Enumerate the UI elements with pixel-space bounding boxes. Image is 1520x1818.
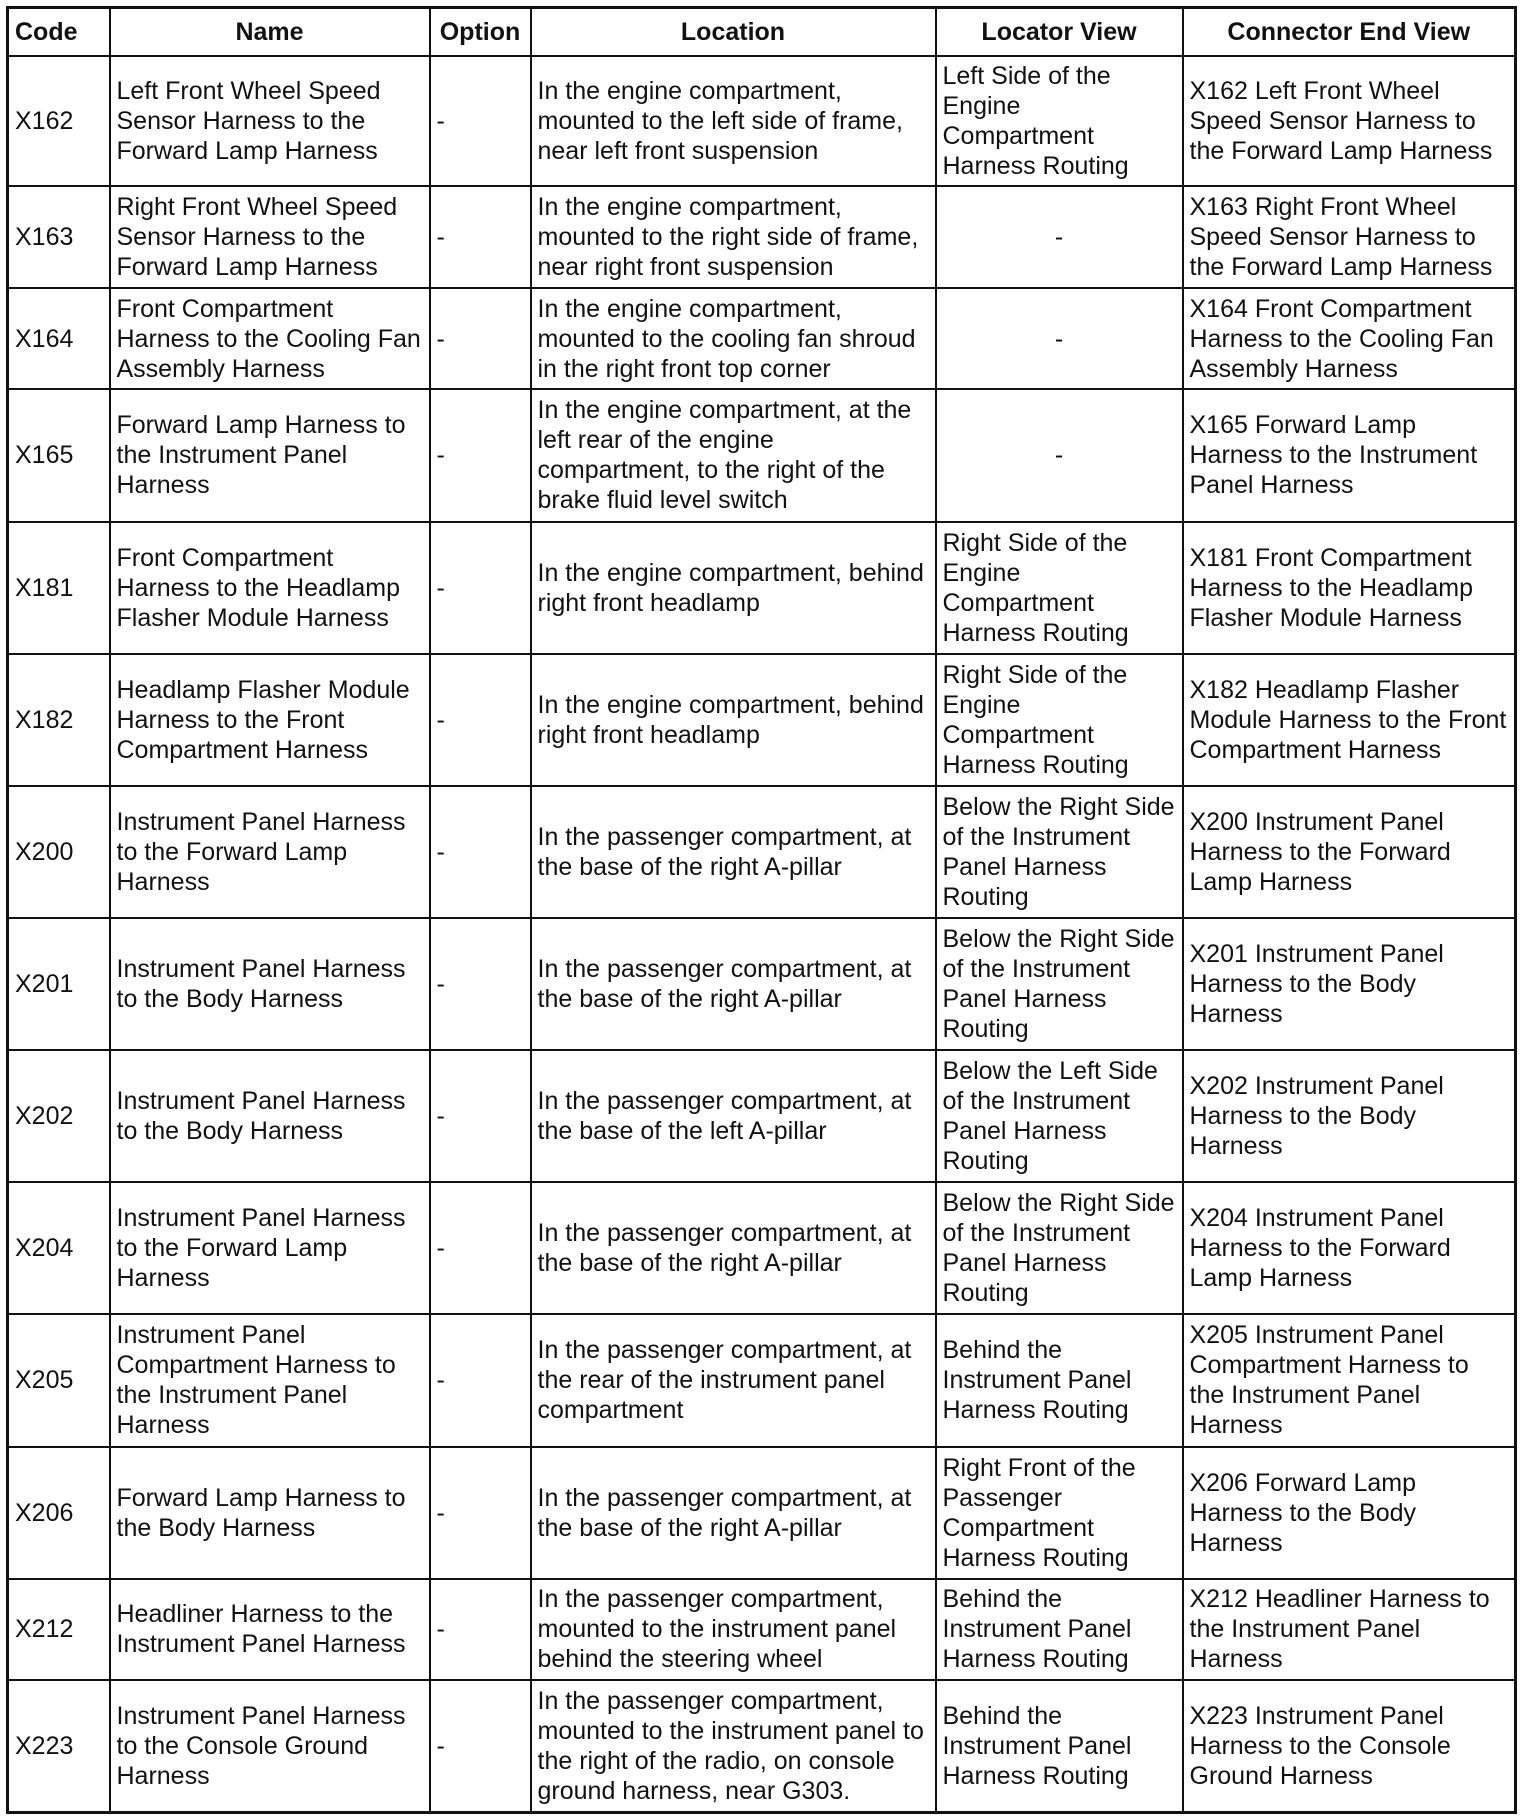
row-location: In the engine compartment, mounted to the cooling fan shroud in the right front top corner [531,288,936,390]
row-connector-end-view: X212 Headliner Harness to the Instrument Panel Harness [1183,1579,1516,1681]
table-row [8,1182,1516,1314]
row-connector-end-view: X204 Instrument Panel Harness to the Forward Lamp Harness [1183,1182,1516,1314]
row-connector-end-view: X182 Headlamp Flasher Module Harness to the Front Compartment Harness [1183,654,1516,786]
table-row [8,522,1516,654]
table-body [8,56,1516,1813]
row-connector-end-view: X200 Instrument Panel Harness to the Forward Lamp Harness [1183,786,1516,918]
row-name: Front Compartment Harness to the Cooling Fan Assembly Harness [110,288,430,390]
row-name: Right Front Wheel Speed Sensor Harness to the Forward Lamp Harness [110,186,430,288]
row-code: X162 [8,56,110,186]
row-location: In the engine compartment, behind right front headlamp [531,654,936,786]
row-connector-end-view: X162 Left Front Wheel Speed Sensor Harness to the Forward Lamp Harness [1183,56,1516,186]
row-location: In the engine compartment, behind right front headlamp [531,522,936,654]
row-locator-view: Below the Right Side of the Instrument Panel Harness Routing [936,918,1183,1050]
row-location: In the engine compartment, mounted to the left side of frame, near left front suspension [531,56,936,186]
row-option: - [430,786,531,918]
table-row [8,1579,1516,1681]
row-code: X182 [8,654,110,786]
row-locator-view: - [936,389,1183,521]
row-option: - [430,1182,531,1314]
row-location: In the engine compartment, mounted to the right side of frame, near right front suspension [531,186,936,288]
row-connector-end-view: X205 Instrument Panel Compartment Harness to the Instrument Panel Harness [1183,1314,1516,1446]
row-code: X212 [8,1579,110,1681]
row-locator-view: Right Front of the Passenger Compartment Harness Routing [936,1447,1183,1579]
row-option: - [430,1680,531,1812]
row-code: X223 [8,1680,110,1812]
row-name: Instrument Panel Harness to the Forward Lamp Harness [110,1182,430,1314]
row-option: - [430,1447,531,1579]
row-location: In the passenger compartment, at the base of the right A-pillar [531,918,936,1050]
table-row [8,56,1516,186]
row-connector-end-view: X164 Front Compartment Harness to the Cooling Fan Assembly Harness [1183,288,1516,390]
row-code: X205 [8,1314,110,1446]
row-name: Instrument Panel Harness to the Body Harness [110,918,430,1050]
row-locator-view: Below the Right Side of the Instrument Panel Harness Routing [936,786,1183,918]
row-name: Forward Lamp Harness to the Instrument Panel Harness [110,389,430,521]
table-row [8,654,1516,786]
row-name: Front Compartment Harness to the Headlamp Flasher Module Harness [110,522,430,654]
row-locator-view: Below the Right Side of the Instrument Panel Harness Routing [936,1182,1183,1314]
row-option: - [430,288,531,390]
header-location: Location [531,8,936,57]
row-location: In the passenger compartment, mounted to the instrument panel to the right of the radio, on console ground harness, near G303. [531,1680,936,1812]
row-option: - [430,1579,531,1681]
row-code: X165 [8,389,110,521]
row-connector-end-view: X202 Instrument Panel Harness to the Body Harness [1183,1050,1516,1182]
row-name: Left Front Wheel Speed Sensor Harness to the Forward Lamp Harness [110,56,430,186]
row-connector-end-view: X201 Instrument Panel Harness to the Body Harness [1183,918,1516,1050]
row-locator-view: - [936,186,1183,288]
row-name: Headlamp Flasher Module Harness to the Front Compartment Harness [110,654,430,786]
row-location: In the passenger compartment, at the base of the right A-pillar [531,1182,936,1314]
header-connector-end-view: Connector End View [1183,8,1516,57]
row-name: Instrument Panel Harness to the Console Ground Harness [110,1680,430,1812]
header-name: Name [110,8,430,57]
table-header [8,8,1516,57]
table-row [8,186,1516,288]
row-connector-end-view: X181 Front Compartment Harness to the Headlamp Flasher Module Harness [1183,522,1516,654]
row-option: - [430,389,531,521]
row-location: In the passenger compartment, at the rear of the instrument panel compartment [531,1314,936,1446]
row-locator-view: Right Side of the Engine Compartment Harness Routing [936,654,1183,786]
row-code: X204 [8,1182,110,1314]
row-code: X181 [8,522,110,654]
row-option: - [430,918,531,1050]
row-code: X164 [8,288,110,390]
row-location: In the passenger compartment, mounted to the instrument panel behind the steering wheel [531,1579,936,1681]
row-location: In the passenger compartment, at the base of the right A-pillar [531,786,936,918]
row-location: In the engine compartment, at the left rear of the engine compartment, to the right of the brake fluid level switch [531,389,936,521]
table-row [8,1680,1516,1812]
row-connector-end-view: X206 Forward Lamp Harness to the Body Harness [1183,1447,1516,1579]
table-row [8,1050,1516,1182]
connector-table [6,6,1517,1814]
row-locator-view: Below the Left Side of the Instrument Panel Harness Routing [936,1050,1183,1182]
header-option: Option [430,8,531,57]
row-connector-end-view: X223 Instrument Panel Harness to the Console Ground Harness [1183,1680,1516,1812]
row-name: Forward Lamp Harness to the Body Harness [110,1447,430,1579]
row-location: In the passenger compartment, at the base of the right A-pillar [531,1447,936,1579]
row-locator-view: Left Side of the Engine Compartment Harness Routing [936,56,1183,186]
table-row [8,389,1516,521]
table-row [8,288,1516,390]
row-name: Instrument Panel Harness to the Forward Lamp Harness [110,786,430,918]
header-locator-view: Locator View [936,8,1183,57]
row-option: - [430,186,531,288]
row-code: X206 [8,1447,110,1579]
row-code: X163 [8,186,110,288]
row-option: - [430,522,531,654]
row-option: - [430,654,531,786]
header-code: Code [8,8,110,57]
table-row [8,1447,1516,1579]
row-locator-view: Behind the Instrument Panel Harness Routing [936,1314,1183,1446]
row-name: Instrument Panel Compartment Harness to the Instrument Panel Harness [110,1314,430,1446]
row-locator-view: Behind the Instrument Panel Harness Routing [936,1680,1183,1812]
row-locator-view: - [936,288,1183,390]
row-option: - [430,1050,531,1182]
row-code: X202 [8,1050,110,1182]
row-option: - [430,1314,531,1446]
row-locator-view: Behind the Instrument Panel Harness Routing [936,1579,1183,1681]
row-location: In the passenger compartment, at the base of the left A-pillar [531,1050,936,1182]
row-code: X200 [8,786,110,918]
table-row [8,918,1516,1050]
row-connector-end-view: X165 Forward Lamp Harness to the Instrument Panel Harness [1183,389,1516,521]
header-row [8,8,1516,57]
row-locator-view: Right Side of the Engine Compartment Harness Routing [936,522,1183,654]
table-row [8,1314,1516,1446]
row-connector-end-view: X163 Right Front Wheel Speed Sensor Harness to the Forward Lamp Harness [1183,186,1516,288]
table-row [8,786,1516,918]
row-name: Headliner Harness to the Instrument Panel Harness [110,1579,430,1681]
row-code: X201 [8,918,110,1050]
row-option: - [430,56,531,186]
row-name: Instrument Panel Harness to the Body Harness [110,1050,430,1182]
